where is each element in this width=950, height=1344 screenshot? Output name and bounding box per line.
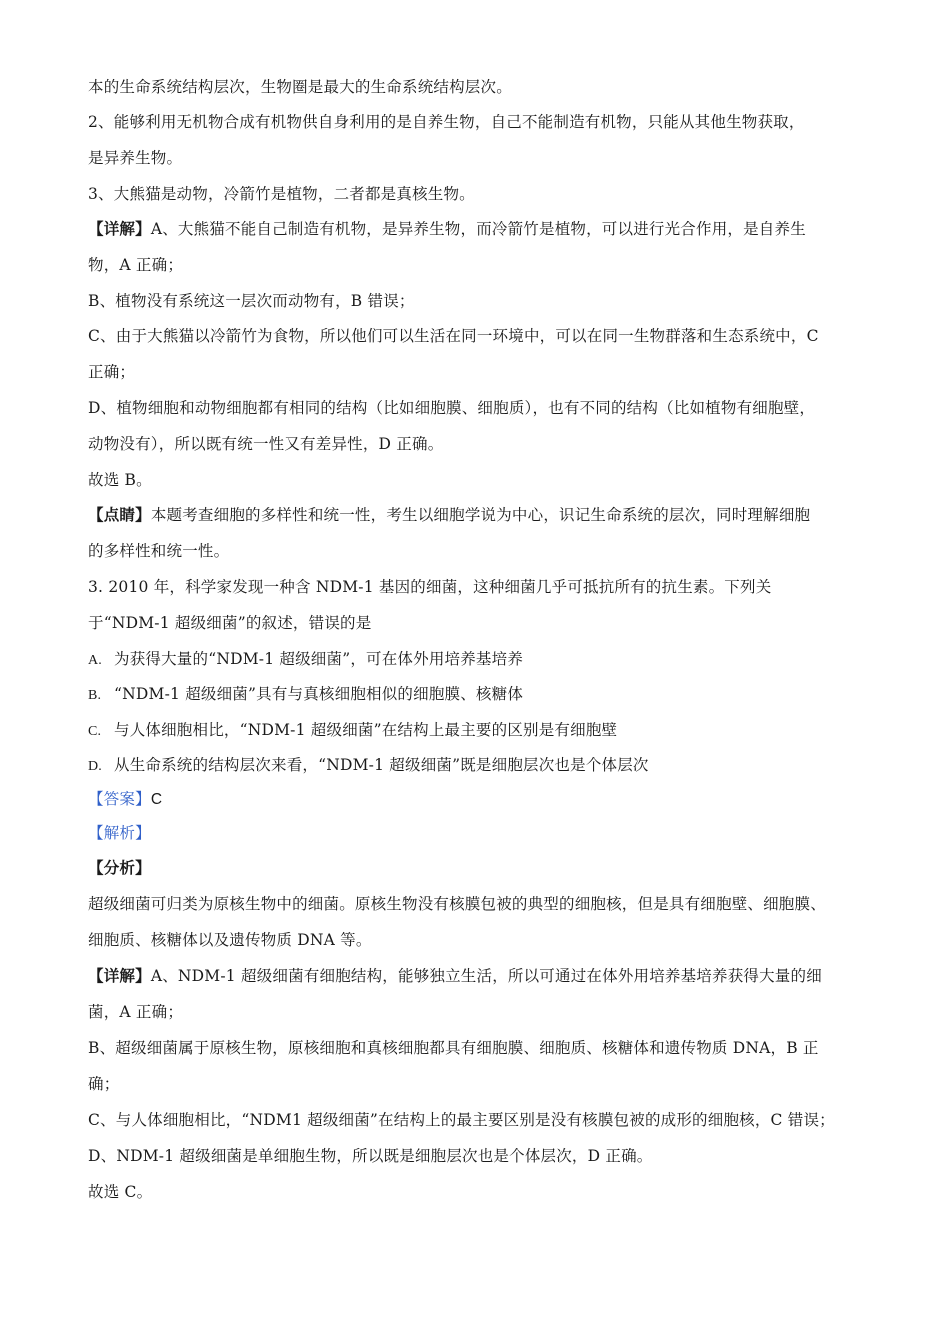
fenxi-tag: 【分析】 (88, 859, 151, 877)
comment-text: 本题考查细胞的多样性和统一性，考生以细胞学说为中心，识记生命系统的层次，同时理解细胞 (150, 506, 811, 524)
detail-text: A、NDM-1 超级细菌有细胞结构，能够独立生活，所以可通过在体外用培养基培养获得大量的细 (150, 967, 822, 985)
option-letter: B. (88, 688, 102, 703)
text-line: D、NDM-1 超级细菌是单细胞生物，所以既是细胞层次也是个体层次，D 正确。 (88, 1147, 653, 1165)
option-text: 与人体细胞相比，“NDM-1 超级细菌”在结构上最主要的区别是有细胞壁 (114, 721, 618, 739)
text-line: B、植物没有系统这一层次而动物有，B 错误； (88, 292, 415, 310)
text-line: 物，A 正确； (88, 256, 184, 274)
text-line: C、由于大熊猫以冷箭竹为食物，所以他们可以生活在同一环境中，可以在同一生物群落和生态系统中，C (88, 327, 819, 345)
option-a (88, 648, 866, 672)
text-line: 故选 B。 (88, 471, 152, 489)
text-line: 菌，A 正确； (88, 1003, 184, 1021)
text-line: 2、能够利用无机物合成有机物供自身利用的是自养生物，自己不能制造有机物，只能从其他生物获取， (88, 113, 805, 131)
q3-stem-line: 于“NDM-1 超级细菌”的叙述，错误的是 (88, 614, 372, 632)
detail-tag: 【详解】 (88, 220, 151, 238)
text-line: 的多样性和统一性。 (88, 542, 230, 560)
text-line: 超级细菌可归类为原核生物中的细菌。原核生物没有核膜包被的典型的细胞核，但是具有细胞壁、细胞膜、 (88, 895, 826, 913)
q3-detail-first-line (88, 965, 866, 987)
text-line: 故选 C。 (88, 1183, 153, 1201)
option-b (88, 683, 866, 707)
fenxi-line (88, 857, 866, 879)
answer-value: C (150, 791, 163, 808)
answer-line (88, 788, 866, 811)
option-letter: C. (88, 724, 102, 739)
text-line: 是异养生物。 (88, 149, 183, 167)
analysis-tag: 【解析】 (88, 824, 151, 842)
option-d (88, 754, 866, 778)
text-line: D、植物细胞和动物细胞都有相同的结构（比如细胞膜、细胞质），也有不同的结构（比如植物有细胞壁， (88, 399, 816, 417)
text-line: 3、大熊猫是动物，冷箭竹是植物，二者都是真核生物。 (88, 185, 475, 203)
option-text: 从生命系统的结构层次来看，“NDM-1 超级细菌”既是细胞层次也是个体层次 (114, 756, 649, 774)
q3-stem-line: 3. 2010 年，科学家发现一种含 NDM-1 基因的细菌，这种细菌几乎可抵抗所有的抗生素。下列关 (88, 578, 772, 596)
answer-tag: 【答案】 (88, 790, 151, 808)
text-line: 动物没有），所以既有统一性又有差异性，D 正确。 (88, 435, 444, 453)
analysis-line (88, 822, 866, 844)
detail-text: A、大熊猫不能自己制造有机物，是异养生物，而冷箭竹是植物，可以进行光合作用，是自养生 (150, 220, 806, 238)
text-line: 确； (88, 1075, 120, 1093)
text-line: 本的生命系统结构层次，生物圈是最大的生命系统结构层次。 (88, 78, 512, 96)
option-c (88, 719, 866, 743)
q2-comment-line (88, 504, 866, 526)
option-letter: D. (88, 759, 103, 774)
text-line: 细胞质、核糖体以及遗传物质 DNA 等。 (88, 931, 372, 949)
text-line: C、与人体细胞相比，“NDM1 超级细菌”在结构上的最主要区别是没有核膜包被的成形的细胞核，C 错误； (88, 1111, 835, 1129)
text-line: B、超级细菌属于原核生物，原核细胞和真核细胞都具有细胞膜、细胞质、核糖体和遗传物质 DNA，B 正 (88, 1039, 819, 1057)
option-letter: A. (88, 653, 103, 668)
option-text: 为获得大量的“NDM-1 超级细菌”，可在体外用培养基培养 (114, 650, 524, 668)
option-text: “NDM-1 超级细菌”具有与真核细胞相似的细胞膜、核糖体 (114, 685, 524, 703)
q2-detail-first-line (88, 218, 866, 240)
detail-tag: 【详解】 (88, 967, 151, 985)
comment-tag: 【点睛】 (88, 506, 151, 524)
text-line: 正确； (88, 363, 136, 381)
